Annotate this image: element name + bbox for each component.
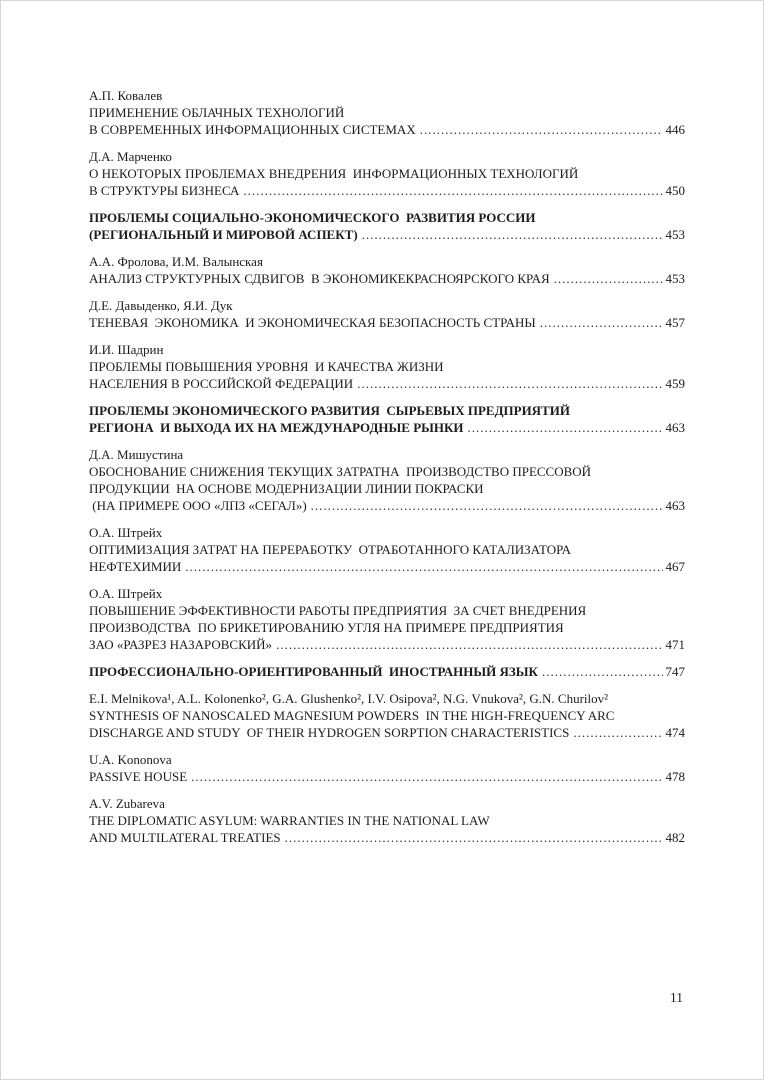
toc-entry-title-text: AND MULTILATERAL TREATIES bbox=[89, 830, 281, 845]
toc-entry-last-line bbox=[89, 121, 685, 138]
toc-page-number: 467 bbox=[665, 559, 685, 574]
toc-page-number: 463 bbox=[665, 420, 685, 435]
toc-entry-title-line: ПРИМЕНЕНИЕ ОБЛАЧНЫХ ТЕХНОЛОГИЙ bbox=[89, 105, 345, 120]
toc-entry-title-text: ПРОФЕССИОНАЛЬНО-ОРИЕНТИРОВАННЫЙ ИНОСТРАННЫЙ ЯЗЫК bbox=[89, 664, 538, 679]
toc-entry-title-line: ПРОДУКЦИИ НА ОСНОВЕ МОДЕРНИЗАЦИИ ЛИНИИ ПОКРАСКИ bbox=[89, 481, 484, 496]
toc-entry bbox=[89, 585, 685, 653]
toc-entry-title-text: PASSIVE HOUSE bbox=[89, 769, 188, 784]
toc-entry-authors: И.И. Шадрин bbox=[89, 342, 164, 357]
toc-entry-title-line: ПОВЫШЕНИЕ ЭФФЕКТИВНОСТИ РАБОТЫ ПРЕДПРИЯТИЯ ЗА СЧЕТ ВНЕДРЕНИЯ bbox=[89, 603, 587, 618]
table-of-contents bbox=[89, 87, 685, 856]
dot-leader bbox=[542, 663, 663, 680]
toc-section-heading bbox=[89, 209, 685, 243]
dot-leader bbox=[311, 497, 663, 514]
toc-entry-title-text: НЕФТЕХИМИИ bbox=[89, 559, 182, 574]
toc-section-heading bbox=[89, 663, 685, 680]
dot-leader bbox=[362, 226, 663, 243]
dot-leader bbox=[573, 724, 662, 741]
toc-entry-authors: A.V. Zubareva bbox=[89, 796, 165, 811]
toc-entry-authors: Д.А. Мишустина bbox=[89, 447, 184, 462]
toc-entry-last-line bbox=[89, 663, 685, 680]
toc-entry-last-line bbox=[89, 314, 685, 331]
toc-page-number: 459 bbox=[665, 376, 685, 391]
toc-page-number: 478 bbox=[665, 769, 685, 784]
toc-page-number: 463 bbox=[665, 498, 685, 513]
dot-leader bbox=[243, 182, 662, 199]
toc-entry bbox=[89, 253, 685, 287]
dot-leader bbox=[185, 558, 662, 575]
toc-entry-title-text: АНАЛИЗ СТРУКТУРНЫХ СДВИГОВ В ЭКОНОМИКЕКРАСНОЯРСКОГО КРАЯ bbox=[89, 271, 550, 286]
toc-entry bbox=[89, 751, 685, 785]
toc-entry-title-text: В СОВРЕМЕННЫХ ИНФОРМАЦИОННЫХ СИСТЕМАХ bbox=[89, 122, 416, 137]
toc-entry-title-line: ОБОСНОВАНИЕ СНИЖЕНИЯ ТЕКУЩИХ ЗАТРАТНА ПРОИЗВОДСТВО ПРЕССОВОЙ bbox=[89, 464, 592, 479]
toc-page-number: 446 bbox=[665, 122, 685, 137]
toc-entry-last-line bbox=[89, 226, 685, 243]
toc-entry-title-text: РЕГИОНА И ВЫХОДА ИХ НА МЕЖДУНАРОДНЫЕ РЫНКИ bbox=[89, 420, 464, 435]
toc-entry-last-line bbox=[89, 497, 685, 514]
toc-page-number: 457 bbox=[665, 315, 685, 330]
toc-entry bbox=[89, 341, 685, 392]
toc-page-number: 747 bbox=[665, 664, 685, 679]
toc-entry-last-line bbox=[89, 768, 685, 785]
dot-leader bbox=[540, 314, 663, 331]
dot-leader bbox=[468, 419, 663, 436]
toc-entry-title-text: (РЕГИОНАЛЬНЫЙ И МИРОВОЙ АСПЕКТ) bbox=[89, 227, 358, 242]
toc-entry-last-line bbox=[89, 419, 685, 436]
toc-page-number: 450 bbox=[665, 183, 685, 198]
dot-leader bbox=[191, 768, 662, 785]
toc-entry-last-line bbox=[89, 724, 685, 741]
toc-entry-authors: Д.А. Марченко bbox=[89, 149, 172, 164]
toc-entry-title-line: ОПТИМИЗАЦИЯ ЗАТРАТ НА ПЕРЕРАБОТКУ ОТРАБОТАННОГО КАТАЛИЗАТОРА bbox=[89, 542, 572, 557]
toc-page-number: 453 bbox=[665, 227, 685, 242]
toc-entry bbox=[89, 690, 685, 741]
toc-entry-last-line bbox=[89, 829, 685, 846]
toc-entry bbox=[89, 524, 685, 575]
toc-page-number: 471 bbox=[665, 637, 685, 652]
toc-entry-authors: О.А. Штрейх bbox=[89, 525, 163, 540]
toc-entry-authors: E.I. Melnikova¹, A.L. Kolonenko², G.A. Glushenko², I.V. Osipova², N.G. Vnukova², G.N. Churilov² bbox=[89, 691, 609, 706]
toc-entry-title-text: (НА ПРИМЕРЕ ООО «ЛПЗ «СЕГАЛ») bbox=[89, 498, 307, 513]
toc-entry-title-line: THE DIPLOMATIC ASYLUM: WARRANTIES IN THE NATIONAL LAW bbox=[89, 813, 490, 828]
toc-entry-title-line: ПРОБЛЕМЫ ПОВЫШЕНИЯ УРОВНЯ И КАЧЕСТВА ЖИЗНИ bbox=[89, 359, 444, 374]
dot-leader bbox=[420, 121, 663, 138]
toc-entry-title-line: ПРОИЗВОДСТВА ПО БРИКЕТИРОВАНИЮ УГЛЯ НА ПРИМЕРЕ ПРЕДПРИЯТИЯ bbox=[89, 620, 564, 635]
toc-entry-authors: А.А. Фролова, И.М. Валынская bbox=[89, 254, 263, 269]
toc-page-number: 482 bbox=[665, 830, 685, 845]
toc-entry-last-line bbox=[89, 375, 685, 392]
toc-entry-title-text: ЗАО «РАЗРЕЗ НАЗАРОВСКИЙ» bbox=[89, 637, 273, 652]
toc-entry-last-line bbox=[89, 558, 685, 575]
toc-entry-title-line: О НЕКОТОРЫХ ПРОБЛЕМАХ ВНЕДРЕНИЯ ИНФОРМАЦИОННЫХ ТЕХНОЛОГИЙ bbox=[89, 166, 579, 181]
toc-entry-title-text: DISCHARGE AND STUDY OF THEIR HYDROGEN SORPTION CHARACTERISTICS bbox=[89, 725, 570, 740]
toc-entry-authors: О.А. Штрейх bbox=[89, 586, 163, 601]
toc-entry-title-line: SYNTHESIS OF NANOSCALED MAGNESIUM POWDERS IN THE HIGH-FREQUENCY ARC bbox=[89, 708, 615, 723]
toc-entry-title-line: ПРОБЛЕМЫ ЭКОНОМИЧЕСКОГО РАЗВИТИЯ СЫРЬЕВЫХ ПРЕДПРИЯТИЙ bbox=[89, 403, 570, 418]
dot-leader bbox=[285, 829, 663, 846]
toc-entry-title-line: ПРОБЛЕМЫ СОЦИАЛЬНО-ЭКОНОМИЧЕСКОГО РАЗВИТИЯ РОССИИ bbox=[89, 210, 536, 225]
toc-entry bbox=[89, 87, 685, 138]
toc-page-number: 474 bbox=[665, 725, 685, 740]
toc-entry-last-line bbox=[89, 270, 685, 287]
toc-entry-title-text: ТЕНЕВАЯ ЭКОНОМИКА И ЭКОНОМИЧЕСКАЯ БЕЗОПАСНОСТЬ СТРАНЫ bbox=[89, 315, 536, 330]
toc-entry bbox=[89, 795, 685, 846]
toc-entry-title-text: В СТРУКТУРЫ БИЗНЕСА bbox=[89, 183, 240, 198]
toc-entry-last-line bbox=[89, 636, 685, 653]
toc-entry-authors: А.П. Ковалев bbox=[89, 88, 163, 103]
footer-page-number: 11 bbox=[670, 990, 683, 1005]
toc-entry-authors: U.A. Kononova bbox=[89, 752, 172, 767]
toc-entry bbox=[89, 297, 685, 331]
toc-entry-title-text: НАСЕЛЕНИЯ В РОССИЙСКОЙ ФЕДЕРАЦИИ bbox=[89, 376, 354, 391]
toc-section-heading bbox=[89, 402, 685, 436]
toc-page-number: 453 bbox=[665, 271, 685, 286]
toc-entry-last-line bbox=[89, 182, 685, 199]
dot-leader bbox=[276, 636, 662, 653]
toc-entry-authors: Д.Е. Давыденко, Я.И. Дук bbox=[89, 298, 233, 313]
toc-entry bbox=[89, 446, 685, 514]
toc-entry bbox=[89, 148, 685, 199]
dot-leader bbox=[554, 270, 663, 287]
dot-leader bbox=[357, 375, 662, 392]
